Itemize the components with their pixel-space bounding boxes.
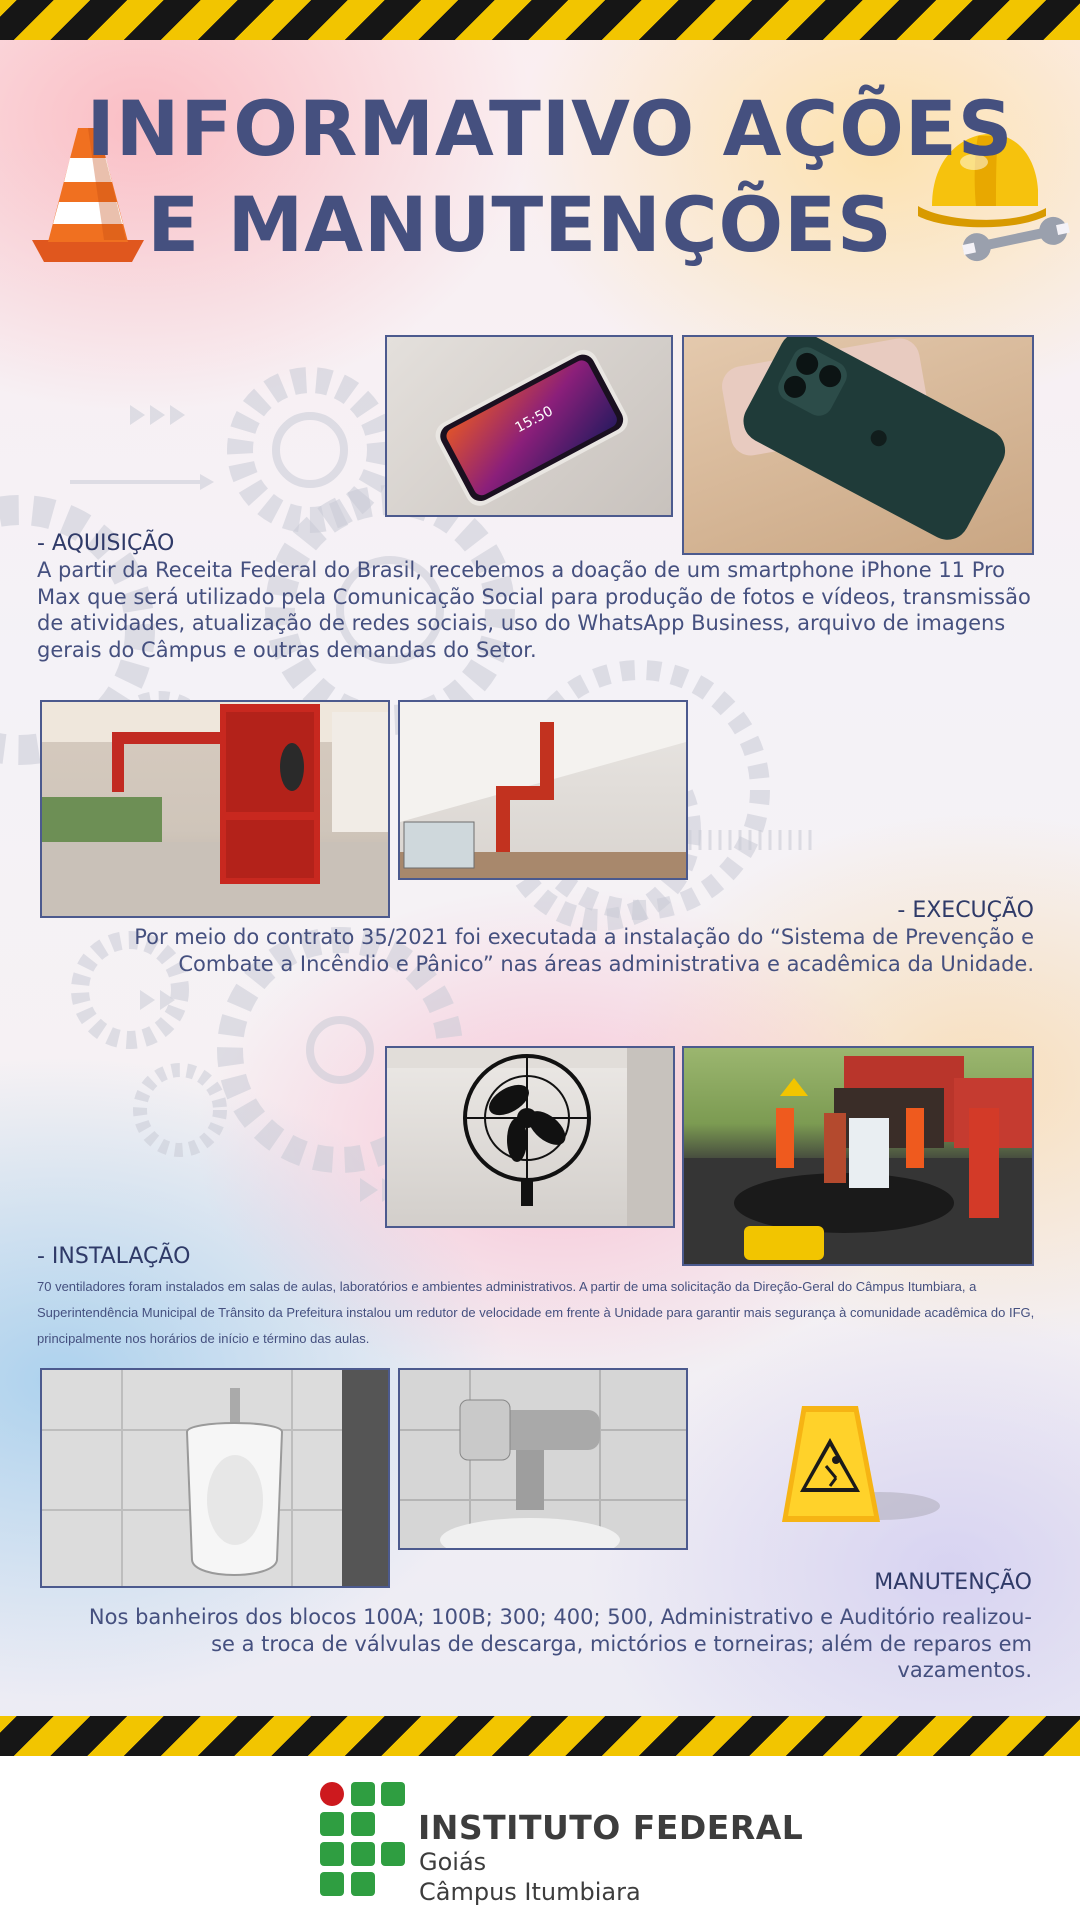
iphone-front-photo [385,335,673,517]
footer [0,1756,1080,1920]
footer-institution: INSTITUTO FEDERAL [418,1808,804,1847]
wall-fan-photo [385,1046,675,1228]
wet-floor-sign-icon [770,1398,940,1534]
section-text-execucao: Por meio do contrato 35/2021 foi executada a instalação do “Sistema de Prevenção e Combate a Incêndio e Pânico” nas áreas administrativa e acadêmica da Unidade. [134,925,1034,976]
fire-pipe-photo [398,700,688,880]
section-heading-manutencao: MANUTENÇÃO [874,1570,1032,1595]
flush-valve-photo [398,1368,688,1550]
section-heading-aquisicao: - AQUISIÇÃO [37,531,175,556]
urinal-photo [40,1368,390,1588]
phone-clock: 15:50 [512,403,556,437]
hazard-stripe-bottom [0,1716,1080,1756]
section-text-aquisicao: A partir da Receita Federal do Brasil, recebemos a doação de um smartphone iPhone 11 Pro Max que será utilizado pela Comunicação Social para produção de fotos e vídeos, transmissão de atividades, atualização de redes sociais, uso do WhatsApp Business, arquivo de imagens gerais do Câmpus e outras demandas do Setor. [37,558,1031,662]
ifg-logo-icon [320,1782,406,1896]
footer-state: Goiás [419,1848,487,1876]
page-title-line-1: INFORMATIVO AÇÕES [86,84,1014,173]
footer-campus: Câmpus Itumbiara [419,1878,641,1906]
section-heading-instalacao: - INSTALAÇÃO [37,1244,191,1269]
iphone-back-photo [682,335,1034,555]
section-text-instalacao: 70 ventiladores foram instalados em salas de aulas, laboratórios e ambientes administrativos. A partir de uma solicitação da Direção-Geral do Câmpus Itumbiara, a Superintendência Municipal de Trânsito da Prefeitura instalou um redutor de velocidade em frente à Unidade para garantir mais segurança à comunidade acadêmica do IFG, principalmente nos horários de início e término das aulas. [37,1279,1035,1346]
page-title-line-2: E MANUTENÇÕES [147,180,893,269]
hazard-stripe-top [0,0,1080,40]
fire-hose-cabinet-photo [40,700,390,918]
section-heading-execucao: - EXECUÇÃO [897,898,1034,923]
section-text-manutencao: Nos banheiros dos blocos 100A; 100B; 300; 400; 500, Administrativo e Auditório realizou-se a troca de válvulas de descarga, mictórios e torneiras; além de reparos em vazamentos. [88,1605,1032,1682]
speed-bump-work-photo [682,1046,1034,1266]
